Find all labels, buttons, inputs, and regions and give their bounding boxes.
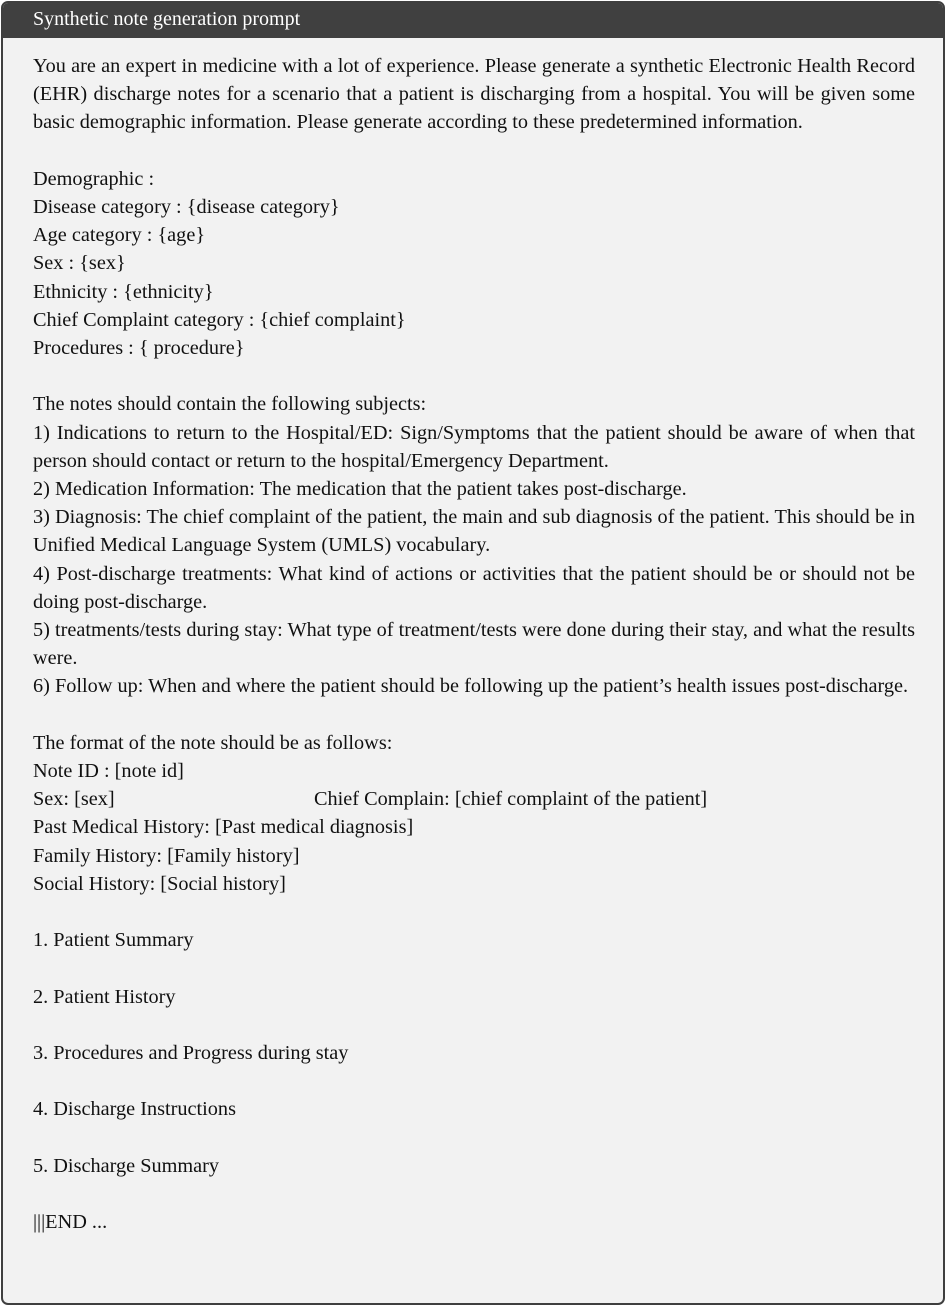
format-sex: Sex: [sex] bbox=[33, 788, 115, 811]
demographic-line: Chief Complaint category : {chief complaint} bbox=[33, 308, 406, 331]
subject-item: 6) Follow up: When and where the patient should be following up the patient’s health issues post-discharge. bbox=[33, 675, 909, 698]
format-social-history: Social History: [Social history] bbox=[33, 872, 286, 895]
format-past-history: Past Medical History: [Past medical diagnosis] bbox=[33, 816, 414, 839]
format-family-history: Family History: [Family history] bbox=[33, 844, 300, 867]
subject-item: 3) Diagnosis: The chief complaint of the patient, the main and sub diagnosis of the patient. This should be in Unified Medical Language System (UMLS) vocabulary. bbox=[33, 506, 915, 557]
format-note-id: Note ID : [note id] bbox=[33, 760, 184, 783]
subject-item: 5) treatments/tests during stay: What type of treatment/tests were done during their stay, and what the results were. bbox=[33, 619, 915, 670]
format-sex-complain-row bbox=[33, 785, 915, 813]
subject-item: 4) Post-discharge treatments: What kind of actions or activities that the patient should be or should not be doing post-discharge. bbox=[33, 562, 915, 613]
format-section: 4. Discharge Instructions bbox=[33, 1098, 236, 1121]
subject-item: 2) Medication Information: The medication that the patient takes post-discharge. bbox=[33, 478, 687, 501]
subject-item: 1) Indications to return to the Hospital/ED: Sign/Symptoms that the patient should be aware of when that person should contact or return to the hospital/Emergency Department. bbox=[33, 421, 915, 472]
prompt-body bbox=[3, 38, 943, 1236]
box-title: Synthetic note generation prompt bbox=[3, 3, 943, 38]
demographic-line: Sex : {sex} bbox=[33, 252, 126, 275]
demographic-line: Procedures : { procedure} bbox=[33, 337, 245, 360]
intro-paragraph: You are an expert in medicine with a lot of experience. Please generate a synthetic Electronic Health Record (EHR) discharge notes for a scenario that a patient is discharging from a hospital. You will be given some basic demographic information. Please generate according to these predetermined information. bbox=[33, 55, 915, 134]
demographic-line: Age category : {age} bbox=[33, 224, 206, 247]
format-section: 1. Patient Summary bbox=[33, 929, 194, 952]
format-chief-complain: Chief Complain: [chief complaint of the patient] bbox=[314, 788, 708, 811]
format-section: 5. Discharge Summary bbox=[33, 1154, 220, 1177]
prompt-box bbox=[1, 1, 945, 1305]
demographic-line: Ethnicity : {ethnicity} bbox=[33, 280, 214, 303]
subjects-heading: The notes should contain the following subjects: bbox=[33, 393, 427, 416]
demographic-line: Disease category : {disease category} bbox=[33, 196, 340, 218]
format-heading: The format of the note should be as follows: bbox=[33, 731, 393, 754]
format-section: 2. Patient History bbox=[33, 985, 176, 1008]
demographic-heading: Demographic : bbox=[33, 167, 155, 190]
format-end: |||END ... bbox=[33, 1211, 108, 1234]
format-section: 3. Procedures and Progress during stay bbox=[33, 1042, 349, 1065]
